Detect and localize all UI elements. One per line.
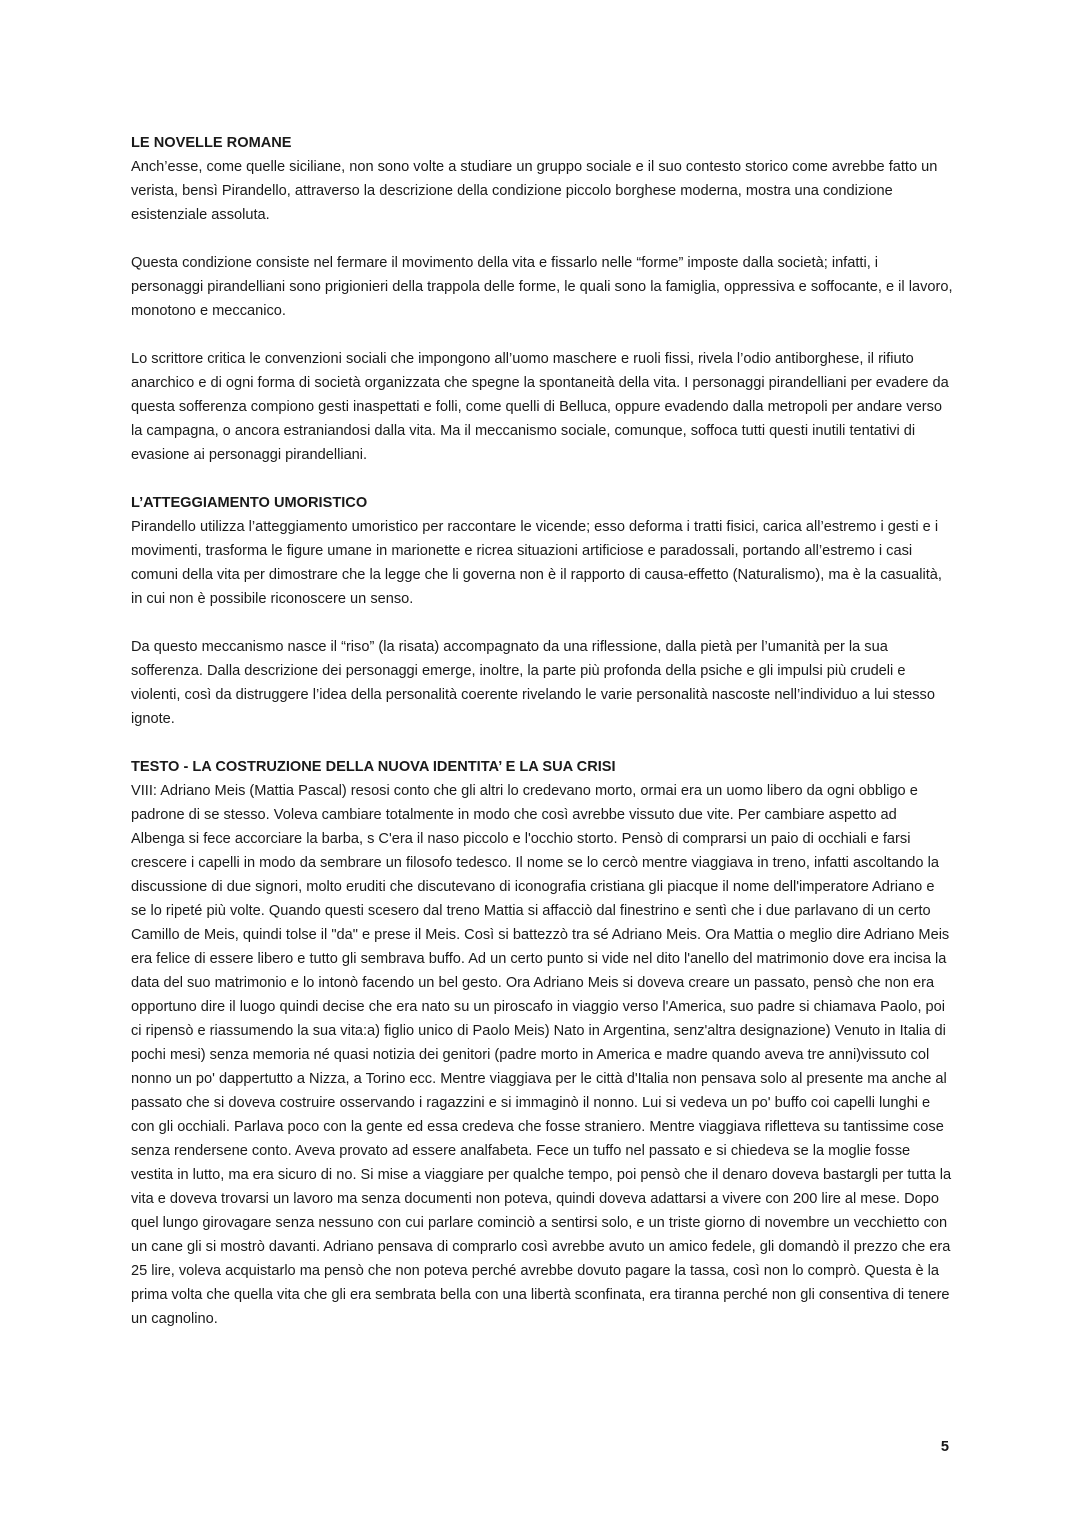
paragraph: Pirandello utilizza l’atteggiamento umoristico per raccontare le vicende; esso deforma i tratti fisici, carica all’estremo i gesti e i movimenti, trasforma le figure umane in marionette e ricrea situazioni artificiose e paradossali, portando all’estremo i casi comuni della vita per dimostrare che la legge che li governa non è il rapporto di causa-effetto (Naturalismo), ma è la casualità, in cui non è possibile riconoscere un senso. [131, 519, 942, 607]
section-title: LE NOVELLE ROMANE [131, 135, 292, 151]
section-testo-nuova-identita [131, 755, 953, 1331]
paragraph: Lo scrittore critica le convenzioni sociali che impongono all’uomo maschere e ruoli fissi, rivela l’odio antiborghese, il rifiuto anarchico e di ogni forma di società organizzata che spegne la spontaneità della vita. I personaggi pirandelliani per evadere da questa sofferenza compiono gesti inaspettati e folli, come quelli di Belluca, oppure evadendo dalla metropoli per andare verso la campagna, o ancora estraniandosi dalla vita. Ma il meccanismo sociale, comunque, soffoca tutti questi inutili tentativi di evasione ai personaggi pirandelliani. [131, 351, 949, 463]
paragraph: Questa condizione consiste nel fermare il movimento della vita e fissarlo nelle “forme” imposte dalla società; infatti, i personaggi pirandelliani sono prigionieri della trappola delle forme, le quali sono la famiglia, oppressiva e soffocante, e il lavoro, monotono e meccanico. [131, 255, 953, 319]
paragraph: VIII: Adriano Meis (Mattia Pascal) resosi conto che gli altri lo credevano morto, ormai era un uomo libero da ogni obbligo e padrone di se stesso. Voleva cambiare totalmente in modo che così avrebbe vissuto due vite. Per cambiare aspetto ad Albenga si fece accorciare la barba, s C'era il naso piccolo e l'occhio storto. Pensò di comprarsi un paio di occhiali e farsi crescere i capelli in modo da sembrare un filosofo tedesco. Il nome se lo cercò mentre viaggiava in treno, infatti ascoltando la discussione di due signori, molto eruditi che discutevano di iconografia cristiana gli piacque il nome dell'imperatore Adriano e se lo ripeté più volte. Quando questi scesero dal treno Mattia si affacciò dal finestrino e sentì che i due parlavano di un certo Camillo de Meis, quindi tolse il "da" e prese il Meis. Così si battezzò tra sé Adriano Meis. Ora Mattia o meglio dire Adriano Meis era felice di essere libero e tutto gli sembrava buffo. Ad un certo punto si vide nel dito l'anello del matrimonio dove era incisa la data del suo matrimonio e lo intonò facendo un bel gesto. Ora Adriano Meis si doveva creare un passato, pensò che non era opportuno dire il luogo quindi decise che era nato su un piroscafo in viaggio verso l'America, suo padre si chiamava Paolo, poi ci ripensò e riassumendo la sua vita:a) figlio unico di Paolo Meis) Nato in Argentina, senz'altra designazione) Venuto in Italia di pochi mesi) senza memoria né quasi notizia dei genitori (padre morto in America e madre quando aveva tre anni)vissuto col nonno un po' dappertutto a Nizza, a Torino ecc. Mentre viaggiava per le città d'Italia non pensava solo al presente ma anche al passato che si doveva costruire osservando i ragazzini e si immaginò il nonno. Lui si vedeva un po' buffo coi capelli lunghi e con gli occhiali. Parlava poco con la gente ed essa credeva che fosse straniero. Mentre viaggiava rifletteva su tantissime cose senza rendersene conto. Aveva provato ad essere analfabeta. Fece un tuffo nel passato e si chiedeva se la moglie fosse vestita in lutto, ma era sicuro di no. Si mise a viaggiare per qualche tempo, poi pensò che il denaro doveva bastargli per tutta la vita e doveva trovarsi un lavoro ma senza documenti non poteva, quindi doveva adattarsi a vivere con 200 lire al mese. Dopo quel lungo girovagare senza nessuno con cui parlare cominciò a sentirsi solo, e un triste giorno di novembre un vecchietto con un cane gli si mostrò davanti. Adriano pensava di comprarlo così avrebbe avuto un amico fedele, gli domandò il prezzo che era 25 lire, voleva acquistarlo ma pensò che non poteva perché avrebbe dovuto pagare la tassa, così non lo comprò. Questa è la prima volta che quella vita che gli era sembrata bella con una libertà sconfinata, era tiranna perché non gli consentiva di tenere un cagnolino. [131, 783, 952, 1327]
section-atteggiamento-umoristico [131, 491, 953, 731]
document-page [131, 131, 953, 1331]
section-title: TESTO - LA COSTRUZIONE DELLA NUOVA IDENTITA’ E LA SUA CRISI [131, 759, 616, 775]
section-title: L’ATTEGGIAMENTO UMORISTICO [131, 495, 368, 511]
paragraph: Anch’esse, come quelle siciliane, non sono volte a studiare un gruppo sociale e il suo contesto storico come avrebbe fatto un verista, bensì Pirandello, attraverso la descrizione della condizione piccolo borghese moderna, mostra una condizione esistenziale assoluta. [131, 159, 938, 223]
section-novelle-romane [131, 131, 953, 467]
paragraph: Da questo meccanismo nasce il “riso” (la risata) accompagnato da una riflessione, dalla pietà per l’umanità per la sua sofferenza. Dalla descrizione dei personaggi emerge, inoltre, la parte più profonda della psiche e gli impulsi più crudeli e violenti, così da distruggere l’idea della personalità coerente rivelando le varie personalità nascoste nell’individuo a lui stesso ignote. [131, 639, 935, 727]
page-number: 5 [940, 1439, 949, 1455]
